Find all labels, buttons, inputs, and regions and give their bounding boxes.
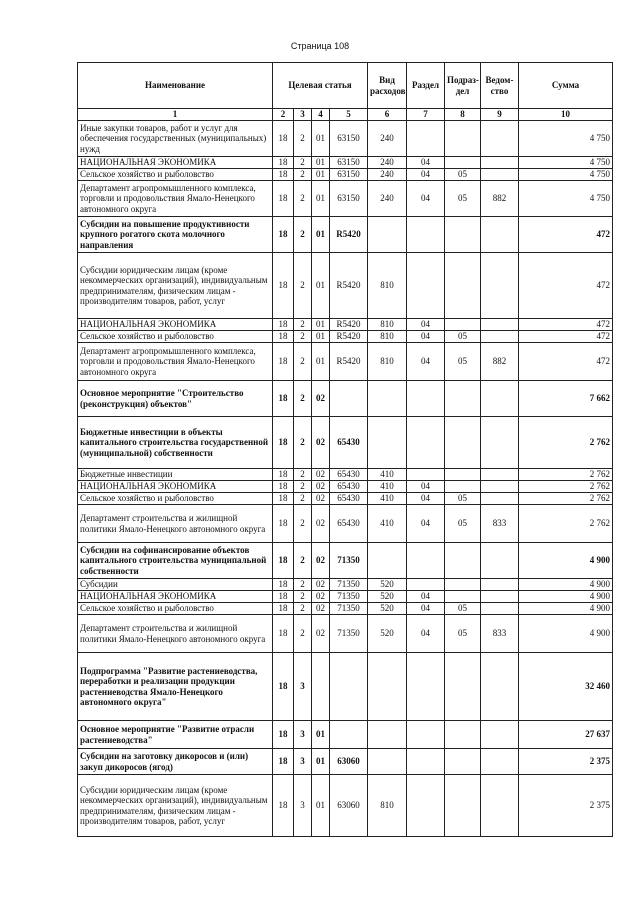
amount-cell: 4 900 — [519, 603, 613, 615]
amount-cell: 472 — [519, 217, 613, 253]
page-number: Страница 108 — [290, 41, 350, 51]
target-code-direction-cell: 71350 — [330, 543, 368, 579]
target-code-direction-cell: 65430 — [330, 469, 368, 481]
table-row — [78, 603, 613, 615]
subsection-cell — [445, 217, 481, 253]
target-code-event-cell — [312, 653, 330, 721]
target-code-subprogram-cell: 2 — [294, 543, 312, 579]
subsection-cell — [445, 417, 481, 469]
table-row — [78, 253, 613, 319]
target-code-direction-cell: 63060 — [330, 749, 368, 775]
row-name-cell: Подпрограмма "Развитие растениеводства, переработки и реализации продукции растениеводства Ямало-Ненецкого автономного округа" — [78, 653, 273, 721]
table-row — [78, 331, 613, 343]
expense-type-cell: 410 — [368, 469, 407, 481]
target-code-event-cell: 01 — [312, 217, 330, 253]
target-code-event-cell: 02 — [312, 615, 330, 653]
target-code-event-cell: 02 — [312, 543, 330, 579]
target-code-program-cell: 18 — [273, 121, 294, 157]
column-number: 8 — [445, 109, 481, 121]
amount-cell: 4 900 — [519, 579, 613, 591]
target-code-subprogram-cell: 3 — [294, 721, 312, 749]
column-number: 6 — [368, 109, 407, 121]
table-row — [78, 217, 613, 253]
header-row — [78, 63, 613, 109]
target-code-program-cell: 18 — [273, 157, 294, 169]
subsection-cell: 05 — [445, 343, 481, 381]
target-code-event-cell: 02 — [312, 579, 330, 591]
target-code-event-cell: 01 — [312, 253, 330, 319]
expense-type-cell: 810 — [368, 331, 407, 343]
section-cell — [407, 381, 445, 417]
target-code-direction-cell — [330, 653, 368, 721]
table-row — [78, 493, 613, 505]
department-cell: 882 — [481, 181, 519, 217]
subsection-cell — [445, 381, 481, 417]
target-code-program-cell: 18 — [273, 469, 294, 481]
row-name-cell: Департамент агропромышленного комплекса, торговли и продовольствия Ямало-Ненецкого автономного округа — [78, 181, 273, 217]
amount-cell: 4 750 — [519, 157, 613, 169]
department-cell — [481, 591, 519, 603]
subsection-cell — [445, 775, 481, 837]
column-number-row — [78, 109, 613, 121]
target-code-subprogram-cell: 2 — [294, 169, 312, 181]
target-code-direction-cell: 65430 — [330, 493, 368, 505]
amount-cell: 472 — [519, 343, 613, 381]
header-subsection: Подраз-дел — [445, 63, 481, 109]
table-row — [78, 469, 613, 481]
expense-type-cell — [368, 381, 407, 417]
column-number: 9 — [481, 109, 519, 121]
expense-type-cell: 810 — [368, 775, 407, 837]
section-cell: 04 — [407, 603, 445, 615]
section-cell — [407, 721, 445, 749]
target-code-program-cell: 18 — [273, 615, 294, 653]
subsection-cell — [445, 579, 481, 591]
target-code-subprogram-cell: 2 — [294, 505, 312, 543]
column-number: 4 — [312, 109, 330, 121]
target-code-program-cell: 18 — [273, 343, 294, 381]
table-row — [78, 181, 613, 217]
header-amount: Сумма — [519, 63, 613, 109]
target-code-subprogram-cell: 2 — [294, 469, 312, 481]
expense-type-cell — [368, 653, 407, 721]
section-cell: 04 — [407, 481, 445, 493]
target-code-program-cell: 18 — [273, 543, 294, 579]
amount-cell: 2 375 — [519, 749, 613, 775]
amount-cell: 4 750 — [519, 121, 613, 157]
target-code-event-cell: 01 — [312, 319, 330, 331]
target-code-event-cell: 01 — [312, 721, 330, 749]
target-code-program-cell: 18 — [273, 217, 294, 253]
amount-cell: 472 — [519, 319, 613, 331]
subsection-cell — [445, 319, 481, 331]
target-code-event-cell: 02 — [312, 381, 330, 417]
target-code-direction-cell: 71350 — [330, 579, 368, 591]
row-name-cell: Сельское хозяйство и рыболовство — [78, 603, 273, 615]
row-name-cell: Бюджетные инвестиции в объекты капитального строительства государственной (муниципальной) собственности — [78, 417, 273, 469]
row-name-cell: Субсидии на заготовку дикоросов и (или) закуп дикоросов (ягод) — [78, 749, 273, 775]
amount-cell: 2 762 — [519, 417, 613, 469]
expense-type-cell: 520 — [368, 591, 407, 603]
amount-cell: 4 900 — [519, 591, 613, 603]
target-code-subprogram-cell: 3 — [294, 775, 312, 837]
expense-type-cell: 810 — [368, 253, 407, 319]
subsection-cell — [445, 481, 481, 493]
target-code-subprogram-cell: 2 — [294, 591, 312, 603]
department-cell: 833 — [481, 615, 519, 653]
row-name-cell: Субсидии на повышение продуктивности крупного рогатого скота молочного направления — [78, 217, 273, 253]
expense-type-cell: 410 — [368, 493, 407, 505]
header-section: Раздел — [407, 63, 445, 109]
amount-cell: 2 762 — [519, 469, 613, 481]
section-cell: 04 — [407, 331, 445, 343]
expense-type-cell: 240 — [368, 121, 407, 157]
department-cell — [481, 653, 519, 721]
target-code-subprogram-cell: 2 — [294, 381, 312, 417]
target-code-program-cell: 18 — [273, 505, 294, 543]
column-number: 2 — [273, 109, 294, 121]
target-code-event-cell: 01 — [312, 775, 330, 837]
table-row — [78, 749, 613, 775]
column-number: 7 — [407, 109, 445, 121]
table-row — [78, 721, 613, 749]
amount-cell: 2 762 — [519, 481, 613, 493]
target-code-subprogram-cell: 2 — [294, 481, 312, 493]
expense-type-cell: 240 — [368, 157, 407, 169]
target-code-subprogram-cell: 2 — [294, 331, 312, 343]
department-cell — [481, 775, 519, 837]
target-code-direction-cell: 65430 — [330, 505, 368, 543]
target-code-event-cell: 01 — [312, 121, 330, 157]
header-department: Ведом-ство — [481, 63, 519, 109]
target-code-direction-cell: 71350 — [330, 591, 368, 603]
target-code-direction-cell: R5420 — [330, 343, 368, 381]
target-code-subprogram-cell: 2 — [294, 579, 312, 591]
column-number: 5 — [330, 109, 368, 121]
row-name-cell: Сельское хозяйство и рыболовство — [78, 169, 273, 181]
expense-type-cell: 240 — [368, 169, 407, 181]
target-code-direction-cell: 71350 — [330, 603, 368, 615]
target-code-event-cell: 01 — [312, 169, 330, 181]
section-cell: 04 — [407, 319, 445, 331]
department-cell — [481, 721, 519, 749]
subsection-cell — [445, 591, 481, 603]
target-code-direction-cell: R5420 — [330, 253, 368, 319]
target-code-subprogram-cell: 2 — [294, 181, 312, 217]
table-row — [78, 481, 613, 493]
department-cell — [481, 217, 519, 253]
row-name-cell: Департамент строительства и жилищной политики Ямало-Ненецкого автономного округа — [78, 615, 273, 653]
target-code-program-cell: 18 — [273, 721, 294, 749]
subsection-cell: 05 — [445, 181, 481, 217]
expense-type-cell: 520 — [368, 579, 407, 591]
header-name: Наименование — [78, 63, 273, 109]
target-code-event-cell: 02 — [312, 493, 330, 505]
expense-type-cell: 810 — [368, 319, 407, 331]
target-code-direction-cell: 71350 — [330, 615, 368, 653]
amount-cell: 32 460 — [519, 653, 613, 721]
table-row — [78, 505, 613, 543]
target-code-event-cell: 01 — [312, 343, 330, 381]
amount-cell: 7 662 — [519, 381, 613, 417]
section-cell — [407, 417, 445, 469]
target-code-direction-cell: 65430 — [330, 481, 368, 493]
target-code-direction-cell: R5420 — [330, 217, 368, 253]
expense-type-cell — [368, 217, 407, 253]
section-cell: 04 — [407, 493, 445, 505]
section-cell: 04 — [407, 591, 445, 603]
department-cell — [481, 169, 519, 181]
department-cell — [481, 603, 519, 615]
subsection-cell: 05 — [445, 505, 481, 543]
target-code-program-cell: 18 — [273, 417, 294, 469]
target-code-subprogram-cell: 2 — [294, 343, 312, 381]
target-code-subprogram-cell: 2 — [294, 615, 312, 653]
target-code-event-cell: 02 — [312, 591, 330, 603]
subsection-cell — [445, 721, 481, 749]
section-cell: 04 — [407, 169, 445, 181]
header-target-article: Целевая статья — [273, 63, 368, 109]
table-row — [78, 579, 613, 591]
row-name-cell: Бюджетные инвестиции — [78, 469, 273, 481]
amount-cell: 472 — [519, 253, 613, 319]
amount-cell: 2 375 — [519, 775, 613, 837]
section-cell — [407, 775, 445, 837]
target-code-program-cell: 18 — [273, 493, 294, 505]
department-cell — [481, 417, 519, 469]
section-cell: 04 — [407, 615, 445, 653]
row-name-cell: Субсидии юридическим лицам (кроме некоммерческих организаций), индивидуальным предпринимателям, физическим лицам - производителям товаров, работ, услуг — [78, 253, 273, 319]
row-name-cell: НАЦИОНАЛЬНАЯ ЭКОНОМИКА — [78, 481, 273, 493]
department-cell — [481, 319, 519, 331]
target-code-event-cell: 01 — [312, 749, 330, 775]
department-cell: 833 — [481, 505, 519, 543]
target-code-event-cell: 02 — [312, 469, 330, 481]
section-cell — [407, 749, 445, 775]
row-name-cell: Субсидии на софинансирование объектов капитального строительства муниципальной собственности — [78, 543, 273, 579]
expense-type-cell: 410 — [368, 481, 407, 493]
amount-cell: 472 — [519, 331, 613, 343]
department-cell — [481, 381, 519, 417]
department-cell — [481, 121, 519, 157]
target-code-subprogram-cell: 2 — [294, 417, 312, 469]
target-code-subprogram-cell: 2 — [294, 319, 312, 331]
target-code-event-cell: 02 — [312, 481, 330, 493]
column-number: 1 — [78, 109, 273, 121]
table-row — [78, 319, 613, 331]
target-code-program-cell: 18 — [273, 331, 294, 343]
subsection-cell: 05 — [445, 169, 481, 181]
expense-type-cell — [368, 543, 407, 579]
table-row — [78, 775, 613, 837]
department-cell — [481, 481, 519, 493]
section-cell — [407, 469, 445, 481]
target-code-program-cell: 18 — [273, 319, 294, 331]
department-cell — [481, 253, 519, 319]
section-cell — [407, 253, 445, 319]
section-cell — [407, 217, 445, 253]
row-name-cell: НАЦИОНАЛЬНАЯ ЭКОНОМИКА — [78, 157, 273, 169]
department-cell — [481, 469, 519, 481]
target-code-event-cell: 01 — [312, 181, 330, 217]
expense-type-cell: 410 — [368, 505, 407, 543]
section-cell — [407, 121, 445, 157]
expense-type-cell: 810 — [368, 343, 407, 381]
amount-cell: 2 762 — [519, 493, 613, 505]
amount-cell: 27 637 — [519, 721, 613, 749]
target-code-subprogram-cell: 3 — [294, 653, 312, 721]
target-code-direction-cell: R5420 — [330, 331, 368, 343]
row-name-cell: Сельское хозяйство и рыболовство — [78, 493, 273, 505]
target-code-direction-cell: 63150 — [330, 181, 368, 217]
department-cell — [481, 543, 519, 579]
target-code-program-cell: 18 — [273, 579, 294, 591]
section-cell: 04 — [407, 505, 445, 543]
section-cell: 04 — [407, 181, 445, 217]
target-code-direction-cell: 63150 — [330, 157, 368, 169]
header-expense-type: Вид расходов — [368, 63, 407, 109]
expense-type-cell: 520 — [368, 615, 407, 653]
department-cell — [481, 579, 519, 591]
row-name-cell: Основное мероприятие "Строительство (реконструкция) объектов" — [78, 381, 273, 417]
target-code-subprogram-cell: 2 — [294, 121, 312, 157]
department-cell — [481, 493, 519, 505]
target-code-direction-cell — [330, 381, 368, 417]
target-code-event-cell: 02 — [312, 603, 330, 615]
expense-type-cell: 520 — [368, 603, 407, 615]
target-code-event-cell: 01 — [312, 331, 330, 343]
row-name-cell: НАЦИОНАЛЬНАЯ ЭКОНОМИКА — [78, 591, 273, 603]
target-code-subprogram-cell: 2 — [294, 253, 312, 319]
subsection-cell — [445, 121, 481, 157]
target-code-program-cell: 18 — [273, 603, 294, 615]
target-code-direction-cell: 65430 — [330, 417, 368, 469]
expense-type-cell — [368, 721, 407, 749]
column-number: 10 — [519, 109, 613, 121]
amount-cell: 4 900 — [519, 543, 613, 579]
column-number: 3 — [294, 109, 312, 121]
section-cell — [407, 579, 445, 591]
amount-cell: 4 900 — [519, 615, 613, 653]
target-code-subprogram-cell: 2 — [294, 217, 312, 253]
subsection-cell: 05 — [445, 615, 481, 653]
expense-type-cell — [368, 749, 407, 775]
table-row — [78, 381, 613, 417]
subsection-cell — [445, 157, 481, 169]
row-name-cell: Департамент агропромышленного комплекса, торговли и продовольствия Ямало-Ненецкого автономного округа — [78, 343, 273, 381]
target-code-direction-cell: R5420 — [330, 319, 368, 331]
target-code-program-cell: 18 — [273, 591, 294, 603]
section-cell: 04 — [407, 157, 445, 169]
target-code-program-cell: 18 — [273, 481, 294, 493]
table-row — [78, 591, 613, 603]
subsection-cell: 05 — [445, 493, 481, 505]
target-code-direction-cell: 63150 — [330, 169, 368, 181]
department-cell: 882 — [481, 343, 519, 381]
row-name-cell: НАЦИОНАЛЬНАЯ ЭКОНОМИКА — [78, 319, 273, 331]
amount-cell: 4 750 — [519, 169, 613, 181]
target-code-program-cell: 18 — [273, 181, 294, 217]
row-name-cell: Субсидии юридическим лицам (кроме некоммерческих организаций), индивидуальным предпринимателям, физическим лицам - производителям товаров, работ, услуг — [78, 775, 273, 837]
department-cell — [481, 331, 519, 343]
target-code-event-cell: 01 — [312, 157, 330, 169]
target-code-direction-cell: 63150 — [330, 121, 368, 157]
target-code-program-cell: 18 — [273, 169, 294, 181]
table-row — [78, 343, 613, 381]
row-name-cell: Департамент строительства и жилищной политики Ямало-Ненецкого автономного округа — [78, 505, 273, 543]
target-code-program-cell: 18 — [273, 775, 294, 837]
section-cell: 04 — [407, 343, 445, 381]
target-code-subprogram-cell: 2 — [294, 493, 312, 505]
subsection-cell — [445, 749, 481, 775]
table-row — [78, 417, 613, 469]
row-name-cell: Основное мероприятие "Развитие отрасли растениеводства" — [78, 721, 273, 749]
amount-cell: 2 762 — [519, 505, 613, 543]
target-code-program-cell: 18 — [273, 653, 294, 721]
table-row — [78, 169, 613, 181]
target-code-event-cell: 02 — [312, 417, 330, 469]
section-cell — [407, 543, 445, 579]
target-code-subprogram-cell: 3 — [294, 749, 312, 775]
target-code-program-cell: 18 — [273, 253, 294, 319]
table-row — [78, 653, 613, 721]
subsection-cell — [445, 653, 481, 721]
table-row — [78, 121, 613, 157]
target-code-direction-cell — [330, 721, 368, 749]
row-name-cell: Иные закупки товаров, работ и услуг для обеспечения государственных (муниципальных) нужд — [78, 121, 273, 157]
target-code-subprogram-cell: 2 — [294, 603, 312, 615]
table-row — [78, 615, 613, 653]
subsection-cell — [445, 253, 481, 319]
department-cell — [481, 157, 519, 169]
target-code-program-cell: 18 — [273, 749, 294, 775]
row-name-cell: Сельское хозяйство и рыболовство — [78, 331, 273, 343]
target-code-event-cell: 02 — [312, 505, 330, 543]
subsection-cell: 05 — [445, 331, 481, 343]
expense-type-cell: 240 — [368, 181, 407, 217]
row-name-cell: Субсидии — [78, 579, 273, 591]
target-code-direction-cell: 63060 — [330, 775, 368, 837]
subsection-cell: 05 — [445, 603, 481, 615]
table-row — [78, 157, 613, 169]
budget-table — [77, 62, 613, 837]
table-row — [78, 543, 613, 579]
section-cell — [407, 653, 445, 721]
target-code-subprogram-cell: 2 — [294, 157, 312, 169]
department-cell — [481, 749, 519, 775]
subsection-cell — [445, 469, 481, 481]
amount-cell: 4 750 — [519, 181, 613, 217]
subsection-cell — [445, 543, 481, 579]
target-code-program-cell: 18 — [273, 381, 294, 417]
expense-type-cell — [368, 417, 407, 469]
